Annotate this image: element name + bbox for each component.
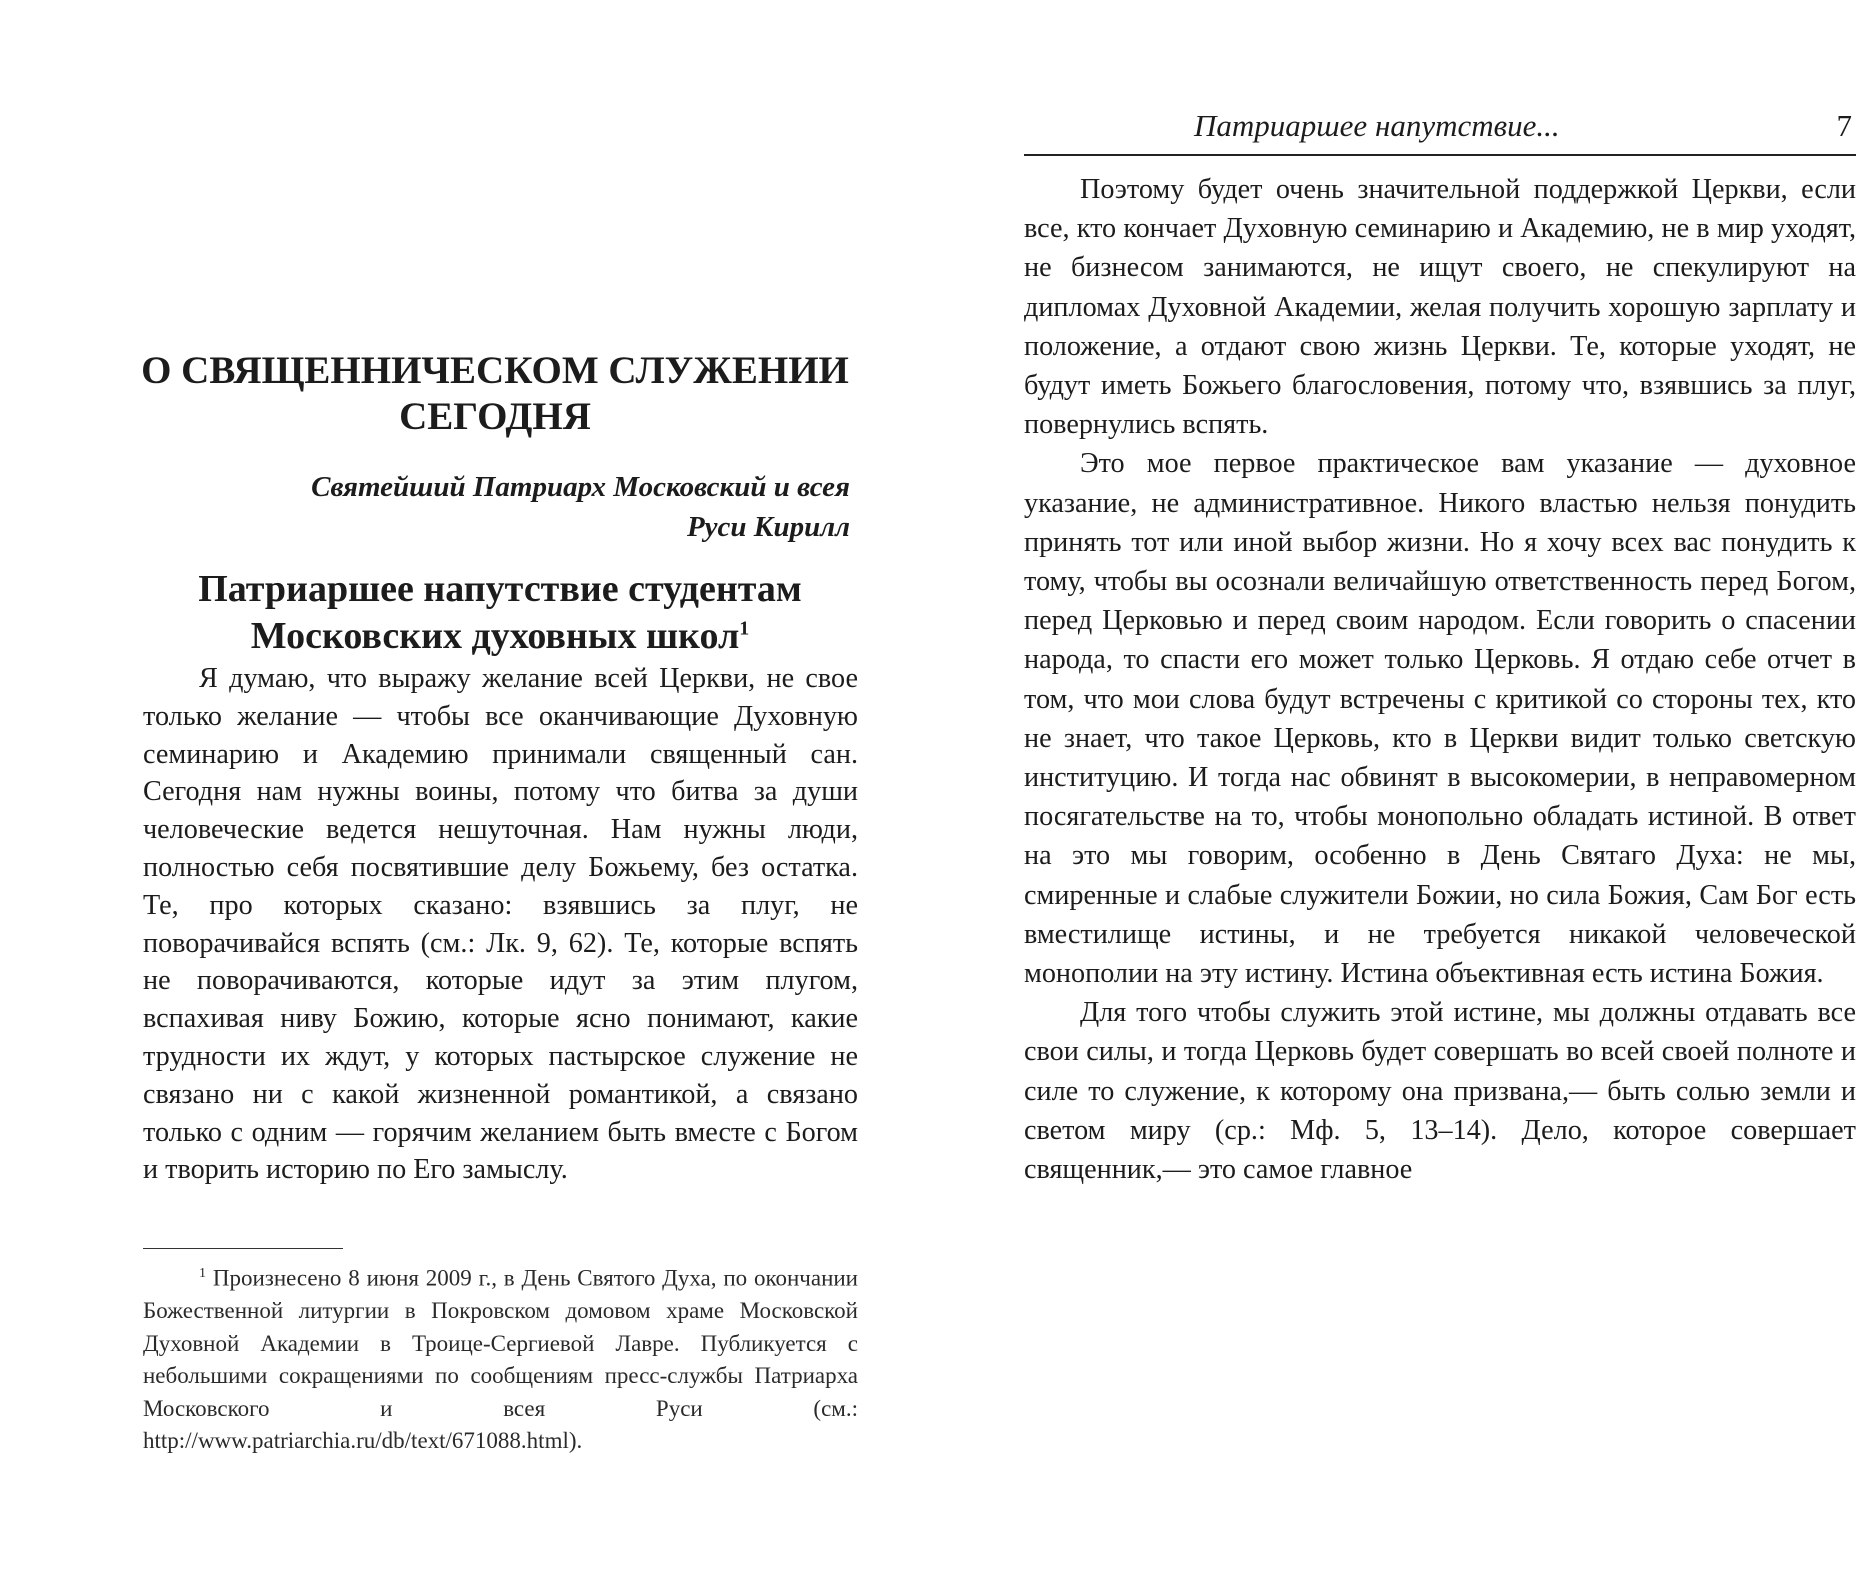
right-body <box>1024 170 1856 1189</box>
author-line: Святейший Патриарх Московский и всея Руси Кирилл <box>311 471 850 543</box>
running-header <box>1024 106 1856 156</box>
footnote-text: Произнесено 8 июня 2009 г., в День Святого Духа, по окончании Божественной литургии в Покровском домовом храме Московской Духовной Академии в Троице-Сергиевой Лавре. Публикуется с небольшими сокращениями по сообщениям пресс-службы Патриарха Московского и всея Руси (см.: http://www.patriarchia.ru/db/text/671088.html). <box>143 1265 858 1454</box>
section-title-text: Патриаршее напутствие студентам Московских духовных школ <box>198 568 802 657</box>
running-header-title: Патриаршее напутствие... <box>1194 108 1560 143</box>
section-title <box>150 566 850 660</box>
footnote-number: 1 <box>199 1266 206 1281</box>
chapter-title: О СВЯЩЕННИЧЕСКОМ СЛУЖЕНИИ СЕГОДНЯ <box>141 349 849 438</box>
right-page <box>930 0 1861 1587</box>
footnote-marker[interactable]: 1 <box>739 617 750 640</box>
footnote-divider <box>143 1248 343 1249</box>
left-body-paragraph: Я думаю, что выражу желание всей Церкви, не свое только желание — чтобы все оканчивающие Духовную семинарию и Академию принимали священный сан. Сегодня нам нужны воины, потому что битва за души человеческие ведется нешуточная. Нам нужны люди, полностью себя посвятившие делу Божьему, без остатка. Те, про которых сказано: взявшись за плуг, не поворачивайся вспять (см.: Лк. 9, 62). Те, которые вспять не поворачиваются, которые идут за этим плугом, вспахивая ниву Божию, которые ясно понимают, какие трудности их ждут, у которых пастырское служение не связано ни с какой жизненной романтикой, а связано только с одним — горячим желанием быть вместе с Богом и творить историю по Его замыслу. <box>143 663 858 1186</box>
footnote <box>143 1258 858 1458</box>
paragraph-1: Поэтому будет очень значительной поддержкой Церкви, если все, кто кончает Духовную семинарию и Академию, не в мир уходят, не бизнесом занимаются, не ищут своего, не спекулируют на дипломах Духовной Академии, желая получить хорошую зарплату и положение, а отдают свою жизнь Церкви. Те, которые уходят, не будут иметь Божьего благословения, потому что, взявшись за плуг, повернулись вспять. <box>1024 174 1856 441</box>
page-number: 7 <box>1836 108 1852 143</box>
paragraph-3: Для того чтобы служить этой истине, мы должны отдавать все свои силы, и тогда Церковь будет совершать во всей своей полноте и силе то служение, к которому она призвана,— быть солью земли и светом миру (ср.: Мф. 5, 13–14). Дело, которое совершает священник,— это самое главное <box>1024 997 1856 1186</box>
left-page <box>0 0 930 1587</box>
paragraph-2: Это мое первое практическое вам указание — духовное указание, не административное. Никого властью нельзя понудить принять тот или иной выбор жизни. Но я хочу всех вас понудить к тому, чтобы вы осознали величайшую ответственность перед Богом, перед Церковью и перед своим народом. Если говорить о спасении народа, то спасти его может только Церковь. Я отдаю себе отчет в том, что мои слова будут встречены с критикой со стороны тех, кто не знает, что такое Церковь, кто в Церкви видит только светскую институцию. И тогда нас обвинят в высокомерии, в неправомерном посягательстве на то, чтобы монопольно обладать истиной. В ответ на это мы говорим, особенно в День Святаго Духа: не мы, смиренные и слабые служители Божии, но сила Божия, Сам Бог есть вместилище истины, и не требуется никакой человеческой монополии на эту истину. Истина объективная есть истина Божия. <box>1024 448 1856 990</box>
